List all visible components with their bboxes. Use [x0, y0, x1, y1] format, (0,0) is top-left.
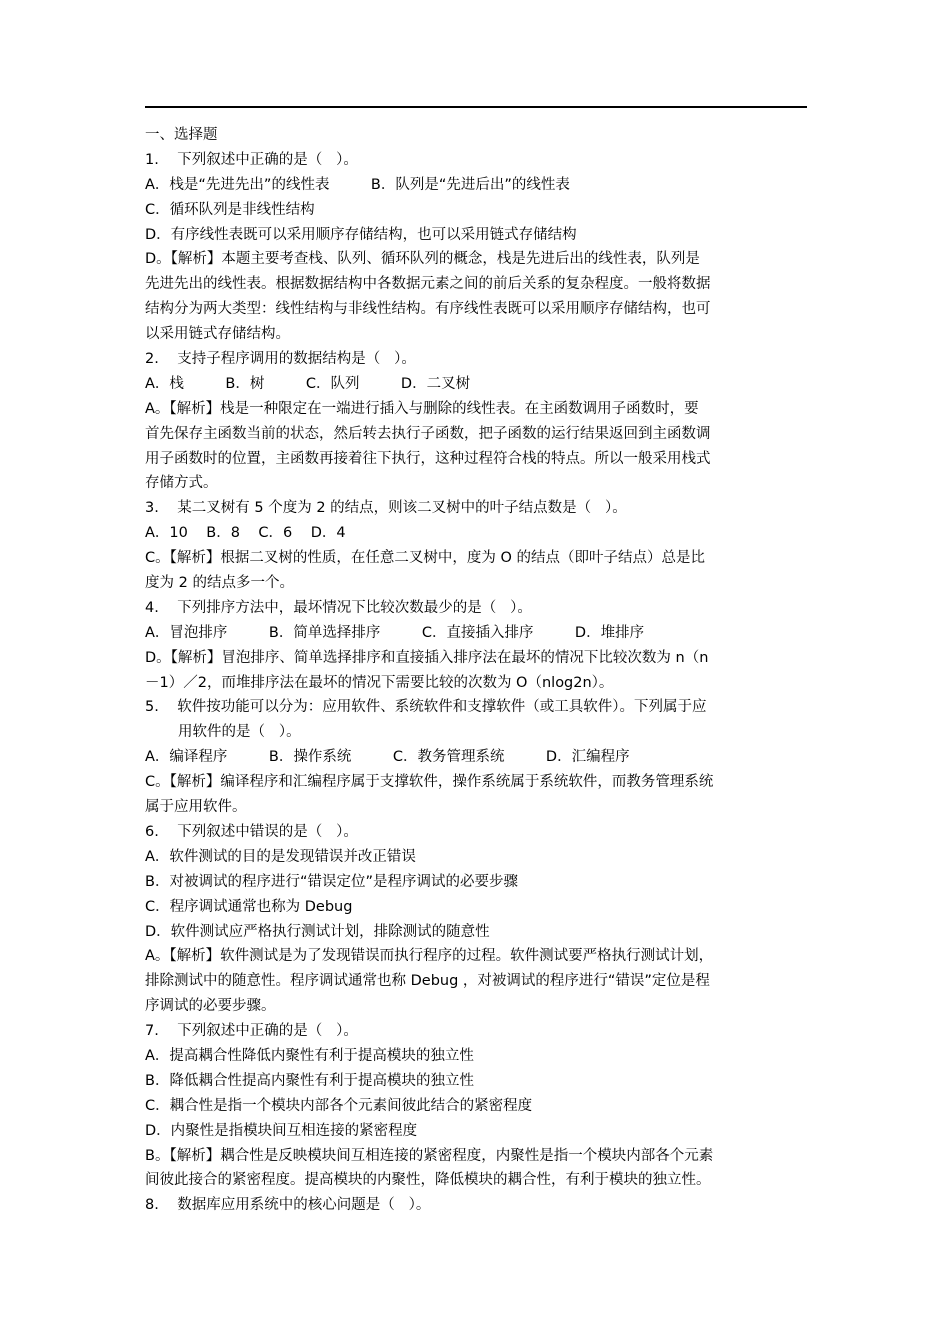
answer-option: B．降低耦合性提高内聚性有利于提高模块的独立性 [145, 1072, 474, 1089]
question-text: 8. 数据库应用系统中的核心问题是（ ）。 [145, 1197, 431, 1214]
answer-explanation: －1）／2，而堆排序法在最坏的情况下需要比较的次数为 O（nlog2n）。 [145, 674, 614, 691]
answer-option: A．栈 B．树 C．队列 D．二叉树 [145, 375, 471, 392]
header-rule [145, 106, 807, 108]
question-text: 2. 支持子程序调用的数据结构是（ ）。 [145, 351, 416, 368]
document-body [145, 123, 807, 1218]
answer-explanation: 存储方式。 [145, 475, 218, 492]
answer-option: A．提高耦合性降低内聚性有利于提高模块的独立性 [145, 1047, 474, 1064]
question-text: 用软件的是（ ）。 [178, 724, 301, 741]
answer-option: A．10 B．8 C．6 D．4 [145, 525, 346, 542]
answer-explanation: 属于应用软件。 [145, 799, 247, 816]
question-text: 3. 某二叉树有 5 个度为 2 的结点，则该二叉树中的叶子结点数是（ ）。 [145, 500, 627, 517]
answer-option: A．冒泡排序 B．简单选择排序 C．直接插入排序 D．堆排序 [145, 624, 645, 641]
answer-explanation: 结构分为两大类型：线性结构与非线性结构。有序线性表既可以采用顺序存储结构，也可 [145, 301, 711, 318]
answer-option: A．编译程序 B．操作系统 C．教务管理系统 D．汇编程序 [145, 749, 630, 766]
answer-explanation: 用子函数时的位置，主函数再接着往下执行，这种过程符合栈的特点。所以一般采用栈式 [145, 450, 711, 467]
question-text: 7. 下列叙述中正确的是（ ）。 [145, 1023, 358, 1040]
answer-explanation: 排除测试中的随意性。程序调试通常也称 Debug ，对被调试的程序进行“错误”定位是程 [145, 973, 710, 990]
answer-explanation: C。【解析】编译程序和汇编程序属于支撑软件，操作系统属于系统软件，而教务管理系统 [145, 774, 714, 791]
answer-explanation: A。【解析】栈是一种限定在一端进行插入与删除的线性表。在主函数调用子函数时，要 [145, 400, 699, 417]
answer-explanation: A。【解析】软件测试是为了发现错误而执行程序的过程。软件测试要严格执行测试计划， [145, 948, 714, 965]
answer-explanation: B。【解析】耦合性是反映模块间互相连接的紧密程度，内聚性是指一个模块内部各个元素 [145, 1147, 714, 1164]
answer-explanation: 以采用链式存储结构。 [145, 326, 290, 343]
answer-option: D．有序线性表既可以采用顺序存储结构，也可以采用链式存储结构 [145, 226, 577, 243]
answer-explanation: 间彼此接合的紧密程度。提高模块的内聚性，降低模块的耦合性，有利于模块的独立性。 [145, 1172, 711, 1189]
answer-option: D．软件测试应严格执行测试计划，排除测试的随意性 [145, 923, 490, 940]
answer-option: A．软件测试的目的是发现错误并改正错误 [145, 848, 416, 865]
answer-option: A．栈是“先进先出”的线性表 B．队列是“先进后出”的线性表 [145, 176, 570, 193]
answer-option: C．循环队列是非线性结构 [145, 201, 315, 218]
section-heading: 一、选择题 [145, 127, 218, 143]
answer-option: D．内聚性是指模块间互相连接的紧密程度 [145, 1122, 418, 1139]
answer-option: C．程序调试通常也称为 Debug [145, 898, 353, 915]
answer-explanation: 序调试的必要步骤。 [145, 998, 276, 1015]
answer-option: C．耦合性是指一个模块内部各个元素间彼此结合的紧密程度 [145, 1097, 533, 1114]
question-text: 5. 软件按功能可以分为：应用软件、系统软件和支撑软件（或工具软件）。下列属于应 [145, 699, 707, 716]
question-text: 4. 下列排序方法中，最坏情况下比较次数最少的是（ ）。 [145, 599, 532, 616]
answer-explanation: C。【解析】根据二叉树的性质，在任意二叉树中，度为 O 的结点（即叶子结点）总是比 [145, 550, 706, 567]
answer-explanation: 首先保存主函数当前的状态，然后转去执行子函数，把子函数的运行结果返回到主函数调 [145, 425, 711, 442]
question-text: 1. 下列叙述中正确的是（ ）。 [145, 151, 358, 168]
question-text: 6. 下列叙述中错误的是（ ）。 [145, 823, 358, 840]
answer-explanation: D。【解析】本题主要考查栈、队列、循环队列的概念，栈是先进后出的线性表，队列是 [145, 251, 700, 268]
answer-explanation: D。【解析】冒泡排序、简单选择排序和直接插入排序法在最坏的情况下比较次数为 n（n [145, 649, 709, 666]
answer-explanation: 先进先出的线性表。根据数据结构中各数据元素之间的前后关系的复杂程度。一般将数据 [145, 276, 711, 293]
answer-explanation: 度为 2 的结点多一个。 [145, 575, 294, 592]
answer-option: B．对被调试的程序进行“错误定位”是程序调试的必要步骤 [145, 873, 518, 890]
